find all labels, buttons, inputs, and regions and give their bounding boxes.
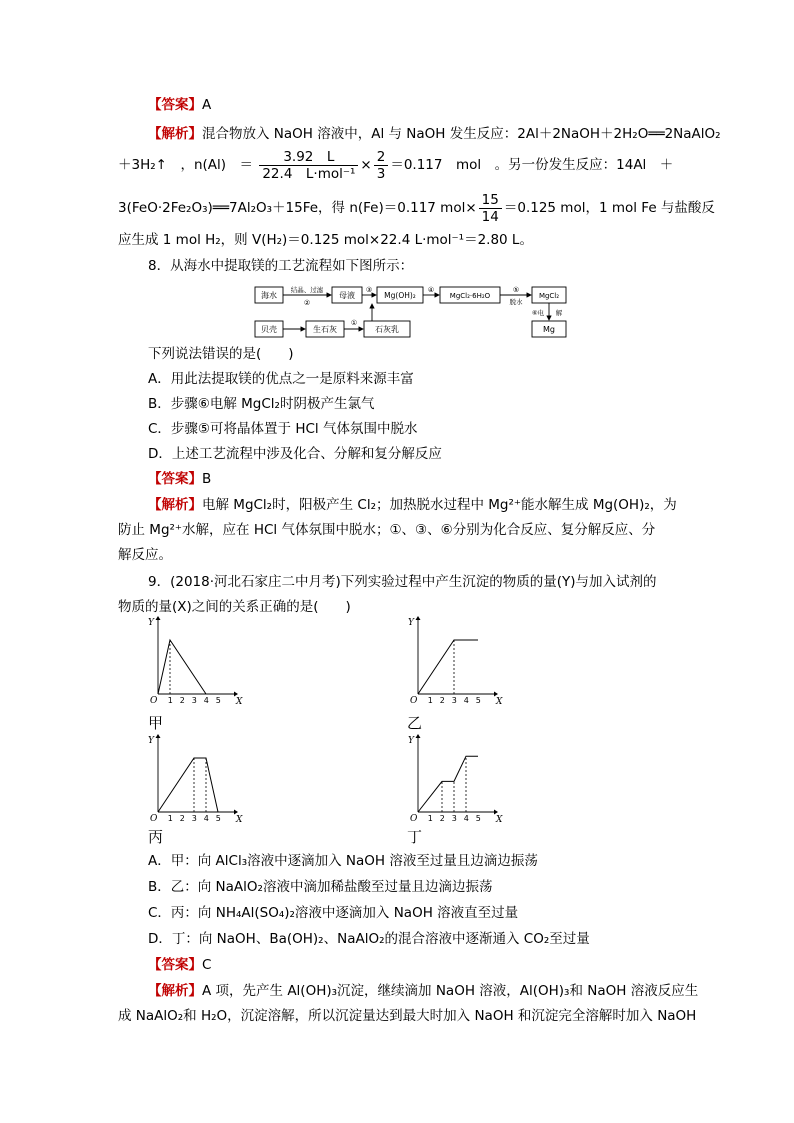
x-tick-label: 2 bbox=[179, 696, 185, 705]
x-tick-label: 2 bbox=[439, 696, 445, 705]
flow-step-5-num: ⑤ bbox=[512, 286, 520, 294]
explanation-text: ＝0.125 mol，1 mol Fe 与盐酸反 bbox=[503, 200, 715, 216]
fraction-denominator: 22.4 L·mol⁻¹ bbox=[262, 165, 356, 182]
x-tick-label: 1 bbox=[167, 696, 173, 705]
explanation-text: 混合物放入 NaOH 溶液中，Al 与 NaOH 发生反应：2Al＋2NaOH＋2H₂O══2NaAlO₂ bbox=[202, 126, 721, 142]
question-8-stem: 8．从海水中提取镁的工艺流程如下图所示： bbox=[148, 258, 414, 274]
answer-value: A bbox=[202, 97, 212, 113]
flow-step-4-num: ④ bbox=[427, 286, 435, 294]
flow-label-seawater: 海水 bbox=[261, 291, 277, 300]
x-tick-label: 1 bbox=[427, 814, 433, 823]
mg-extraction-flowchart bbox=[252, 283, 572, 343]
question-9-stem-line: 物质的量(X)之间的关系正确的是( ) bbox=[118, 599, 351, 615]
fraction-numerator: 3.92 L bbox=[259, 149, 358, 166]
answer-line bbox=[148, 955, 211, 975]
answer-value: C bbox=[202, 957, 212, 973]
option-b: B．乙：向 NaAlO₂溶液中滴加稀盐酸至过量且边滴边振荡 bbox=[148, 879, 493, 895]
flow-label-mgoh2: Mg(OH)₂ bbox=[384, 291, 416, 300]
precipitate-curve bbox=[418, 640, 478, 694]
times-sign: × bbox=[360, 157, 372, 173]
option-b: B．步骤⑥电解 MgCl₂时阴极产生氯气 bbox=[148, 396, 375, 412]
fraction-denominator: 14 bbox=[481, 208, 499, 225]
option-c: C．丙：向 NH₄Al(SO₄)₂溶液中逐滴加入 NaOH 溶液直至过量 bbox=[148, 905, 519, 921]
flow-label-mgcl2-hydrate: MgCl₂·6H₂O bbox=[449, 292, 491, 300]
x-tick-label: 3 bbox=[191, 696, 197, 705]
x-tick-label: 2 bbox=[179, 814, 185, 823]
graph-caption-ding: 丁 bbox=[407, 828, 423, 846]
y-axis-label: Y bbox=[148, 618, 154, 628]
x-axis-label: X bbox=[236, 697, 243, 707]
x-axis-label: X bbox=[496, 815, 503, 825]
answer-tag: 【答案】 bbox=[148, 471, 202, 487]
graph-ding bbox=[406, 732, 506, 828]
explanation-line bbox=[118, 230, 533, 250]
x-tick-label: 5 bbox=[475, 696, 481, 705]
precipitate-curve bbox=[158, 640, 206, 694]
answer-line bbox=[148, 469, 211, 489]
flow-label-mother-liquor: 母液 bbox=[339, 291, 355, 300]
flow-step-5-label: 脱水 bbox=[509, 298, 523, 306]
flow-step-6-label: 解 bbox=[555, 309, 563, 317]
option-d: D．上述工艺流程中涉及化合、分解和复分解反应 bbox=[148, 446, 442, 462]
answer-tag: 【答案】 bbox=[148, 97, 202, 113]
x-axis-arrow bbox=[494, 810, 498, 815]
precipitate-curve bbox=[418, 756, 478, 812]
graph-caption-yi: 乙 bbox=[407, 714, 423, 732]
fraction bbox=[259, 149, 358, 182]
explanation-text: 3(FeO·2Fe₂O₃)══7Al₂O₃＋15Fe，得 n(Fe)＝0.117 mol× bbox=[118, 200, 477, 216]
explanation-text: 电解 MgCl₂时，阳极产生 Cl₂；加热脱水过程中 Mg²⁺能水解生成 Mg(OH)₂，为 bbox=[202, 497, 677, 513]
flow-step-1-num: ① bbox=[350, 319, 358, 327]
flow-label-quicklime: 生石灰 bbox=[313, 325, 337, 334]
y-axis-label: Y bbox=[148, 736, 154, 746]
fraction-numerator: 15 bbox=[479, 192, 502, 209]
x-tick-label: 3 bbox=[451, 814, 457, 823]
explanation-text: A 项，先产生 Al(OH)₃沉淀，继续滴加 NaOH 溶液，Al(OH)₃和 NaOH 溶液反应生 bbox=[202, 983, 699, 999]
explanation-text: ＋3H₂↑ ，n(Al) ＝ bbox=[118, 157, 254, 173]
flow-step-2-num: ② bbox=[303, 299, 311, 307]
graph-yi bbox=[406, 614, 506, 710]
explanation-text: ＝0.117 mol 。另一份发生反应：14Al ＋ bbox=[390, 157, 674, 173]
origin-label: O bbox=[410, 696, 418, 706]
x-tick-label: 5 bbox=[215, 814, 221, 823]
answer-tag: 【答案】 bbox=[148, 957, 202, 973]
option-c: C．步骤⑤可将晶体置于 HCl 气体氛围中脱水 bbox=[148, 421, 418, 437]
explanation-line bbox=[148, 495, 677, 515]
x-tick-label: 3 bbox=[191, 814, 197, 823]
x-tick-label: 4 bbox=[463, 814, 469, 823]
origin-label: O bbox=[150, 696, 158, 706]
explanation-line bbox=[148, 981, 698, 1001]
explanation-text: 应生成 1 mol H₂，则 V(H₂)＝0.125 mol×22.4 L·mol⁻¹＝2.80 L。 bbox=[118, 232, 533, 248]
explanation-tag: 【解析】 bbox=[148, 497, 202, 513]
fraction-denominator: 3 bbox=[376, 165, 386, 182]
y-axis-arrow bbox=[416, 616, 421, 620]
x-axis-arrow bbox=[494, 692, 498, 697]
flow-label-lime-milk: 石灰乳 bbox=[375, 325, 399, 334]
graph-caption-bing: 丙 bbox=[148, 828, 164, 846]
explanation-line bbox=[118, 191, 715, 225]
flow-label-shell: 贝壳 bbox=[261, 325, 277, 334]
y-axis-arrow bbox=[156, 734, 161, 738]
explanation-line: 解反应。 bbox=[118, 547, 172, 563]
explanation-line bbox=[148, 124, 721, 144]
x-tick-label: 5 bbox=[215, 696, 221, 705]
flow-step-3-num: ③ bbox=[365, 286, 373, 294]
answer-value: B bbox=[202, 471, 212, 487]
fraction bbox=[374, 149, 389, 182]
y-axis-label: Y bbox=[408, 736, 414, 746]
fraction bbox=[479, 192, 502, 225]
x-tick-label: 4 bbox=[463, 696, 469, 705]
option-d: D．丁：向 NaOH、Ba(OH)₂、NaAlO₂的混合溶液中逐渐通入 CO₂至过量 bbox=[148, 931, 590, 947]
flow-step-2-label: 结晶、过滤 bbox=[290, 286, 324, 294]
x-tick-label: 2 bbox=[439, 814, 445, 823]
explanation-line bbox=[118, 148, 673, 182]
answer-line bbox=[148, 95, 211, 115]
x-tick-label: 4 bbox=[203, 814, 209, 823]
x-axis-label: X bbox=[496, 697, 503, 707]
flow-label-mgcl2: MgCl₂ bbox=[538, 292, 560, 300]
x-tick-label: 4 bbox=[203, 696, 209, 705]
y-axis-arrow bbox=[156, 616, 161, 620]
x-tick-label: 1 bbox=[427, 696, 433, 705]
question-9-stem-line: 9．(2018·河北石家庄二中月考)下列实验过程中产生沉淀的物质的量(Y)与加入试剂的 bbox=[148, 574, 657, 590]
explanation-line: 成 NaAlO₂和 H₂O，沉淀溶解，所以沉淀量达到最大时加入 NaOH 和沉淀完全溶解时加入 NaOH bbox=[118, 1008, 697, 1024]
x-axis-label: X bbox=[236, 815, 243, 825]
y-axis-arrow bbox=[416, 734, 421, 738]
x-axis-arrow bbox=[234, 692, 238, 697]
option-a: A．用此法提取镁的优点之一是原料来源丰富 bbox=[148, 371, 414, 387]
origin-label: O bbox=[150, 814, 158, 824]
flow-step-6-num: ⑥电 bbox=[531, 309, 545, 317]
fraction-numerator: 2 bbox=[374, 149, 389, 166]
x-tick-label: 1 bbox=[167, 814, 173, 823]
question-8-prompt: 下列说法错误的是( ) bbox=[148, 346, 294, 362]
explanation-line: 防止 Mg²⁺水解，应在 HCl 气体氛围中脱水；①、③、⑥分别为化合反应、复分解反应、分 bbox=[118, 522, 656, 538]
graph-jia bbox=[146, 614, 246, 710]
explanation-tag: 【解析】 bbox=[148, 126, 202, 142]
y-axis-label: Y bbox=[408, 618, 414, 628]
x-axis-arrow bbox=[234, 810, 238, 815]
precipitate-curve bbox=[158, 758, 218, 812]
graph-caption-jia: 甲 bbox=[148, 714, 164, 732]
flow-label-mg: Mg bbox=[543, 325, 555, 334]
explanation-tag: 【解析】 bbox=[148, 983, 202, 999]
graph-bing bbox=[146, 732, 246, 828]
origin-label: O bbox=[410, 814, 418, 824]
x-tick-label: 3 bbox=[451, 696, 457, 705]
x-tick-label: 5 bbox=[475, 814, 481, 823]
option-a: A．甲：向 AlCl₃溶液中逐滴加入 NaOH 溶液至过量且边滴边振荡 bbox=[148, 853, 538, 869]
